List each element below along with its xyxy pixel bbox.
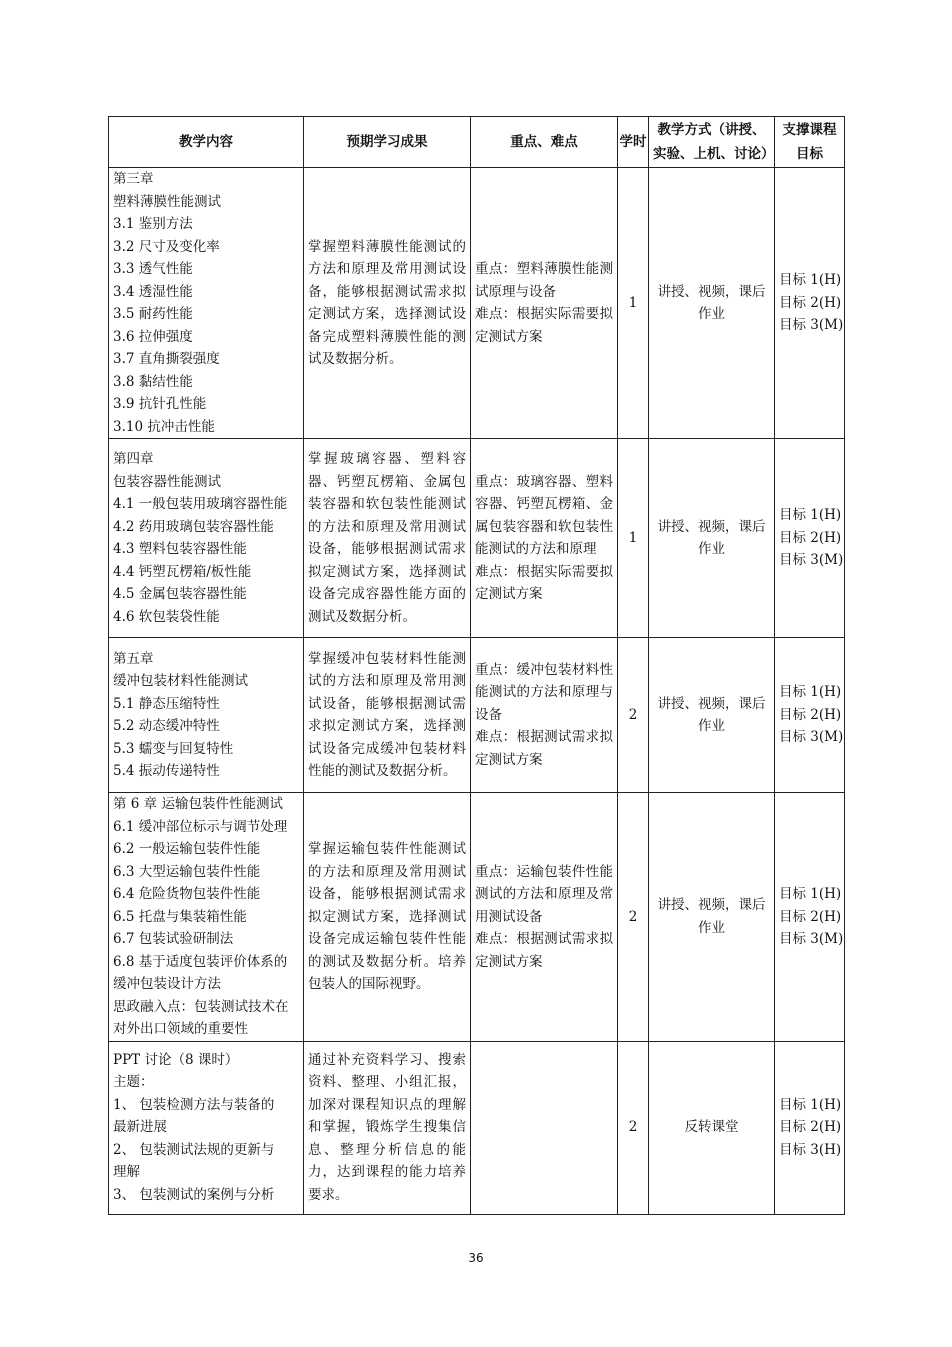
table-row	[109, 439, 845, 638]
content-line: 第四章	[113, 451, 154, 467]
header-outcome: 预期学习成果	[304, 117, 471, 168]
cell-hours: 2	[618, 638, 649, 793]
cell-outcome: 掌握缓冲包装材料性能测试的方法和原理及常用测试设备，能够根据测试需求拟定测试方案，选择测试设备完成缓冲包装材料性能的测试及数据分析。	[304, 638, 471, 793]
content-line: 4.4 钙塑瓦楞箱/板性能	[113, 563, 252, 580]
content-line: 6.3 大型运输包装件性能	[113, 863, 261, 880]
difficulties-text: 难点：根据实际需要拟定测试方案	[475, 563, 613, 602]
key-points-text: 重点：玻璃容器、塑料容器、钙塑瓦楞箱、金属包装容器和软包装性能测试的方法和原理	[475, 473, 613, 557]
cell-content	[109, 168, 304, 439]
content-line: 6.5 托盘与集装箱性能	[113, 908, 247, 925]
content-line: 2、 包装测试法规的更新与	[113, 1141, 275, 1158]
goal-line: 目标 3(M)	[779, 931, 844, 947]
header-content: 教学内容	[109, 117, 304, 168]
content-line: 5.4 振动传递特性	[113, 763, 220, 779]
cell-hours: 2	[618, 793, 649, 1042]
content-line: 思政融入点：包装测试技术在	[113, 998, 289, 1015]
key-points-text: 重点：运输包装件性能测试的方法和原理及常用测试设备	[475, 863, 613, 925]
content-line: 5.1 静态压缩特性	[113, 695, 220, 712]
cell-goals	[775, 1041, 845, 1214]
goal-line: 目标 2(H)	[779, 908, 842, 925]
goal-line: 目标 3(H)	[779, 1141, 842, 1158]
header-goals: 支撑课程目标	[775, 117, 845, 168]
cell-content	[109, 638, 304, 793]
table-header-row	[109, 117, 845, 168]
header-hours: 学时	[618, 117, 649, 168]
cell-goals	[775, 439, 845, 638]
content-line: 3、 包装测试的案例与分析	[113, 1186, 275, 1203]
content-line: 塑料薄膜性能测试	[113, 193, 221, 210]
goal-line: 目标 1(H)	[779, 684, 842, 701]
cell-key-difficult	[471, 1041, 618, 1214]
content-line: 4.2 药用玻璃包装容器性能	[113, 518, 274, 535]
cell-method: 讲授、视频，课后作业	[649, 638, 775, 793]
cell-content	[109, 1041, 304, 1214]
cell-key-difficult	[471, 793, 618, 1042]
content-line: 6.7 包装试验研制法	[113, 931, 234, 947]
cell-key-difficult	[471, 638, 618, 793]
content-line: 理解	[113, 1164, 140, 1181]
syllabus-table	[108, 116, 845, 1215]
cell-method: 讲授、视频，课后作业	[649, 793, 775, 1042]
content-line: 3.3 透气性能	[113, 261, 193, 277]
key-points-text: 重点：缓冲包装材料性能测试的方法和原理与设备	[475, 661, 613, 723]
content-line: 3.1 鉴别方法	[113, 216, 193, 232]
content-line: PPT 讨论（8 课时）	[113, 1051, 239, 1068]
content-line: 第五章	[113, 650, 154, 667]
cell-hours: 2	[618, 1041, 649, 1214]
goal-line: 目标 3(M)	[779, 729, 844, 746]
cell-goals	[775, 793, 845, 1042]
key-points-text: 重点：塑料薄膜性能测试原理与设备	[475, 261, 613, 300]
cell-method: 讲授、视频，课后作业	[649, 439, 775, 638]
content-line: 4.1 一般包装用玻璃容器性能	[113, 496, 288, 512]
difficulties-text: 难点：根据测试需求拟定测试方案	[475, 931, 613, 970]
content-line: 3.8 黏结性能	[113, 373, 193, 390]
goal-line: 目标 3(M)	[779, 552, 844, 569]
table-row	[109, 1041, 845, 1214]
cell-outcome: 通过补充资料学习、搜索资料、整理、小组汇报，加深对课程知识点的理解和掌握，锻炼学生搜集信息、整理分析信息的能力，达到课程的能力培养要求。	[304, 1041, 471, 1214]
content-line: 3.10 抗冲击性能	[113, 418, 215, 435]
content-line: 对外出口领域的重要性	[113, 1021, 248, 1037]
cell-method: 讲授、视频，课后作业	[649, 168, 775, 439]
cell-goals	[775, 638, 845, 793]
cell-outcome: 掌握塑料薄膜性能测试的方法和原理及常用测试设备，能够根据测试需求拟定测试方案，选择测试设备完成塑料薄膜性能的测试及数据分析。	[304, 168, 471, 439]
difficulties-text: 难点：根据测试需求拟定测试方案	[475, 729, 613, 768]
table-row	[109, 168, 845, 439]
goal-line: 目标 2(H)	[779, 1119, 842, 1136]
goal-line: 目标 2(H)	[779, 294, 842, 311]
table-row	[109, 638, 845, 793]
goal-line: 目标 1(H)	[779, 507, 842, 524]
content-line: 3.7 直角撕裂强度	[113, 351, 220, 367]
content-line: 5.3 蠕变与回复特性	[113, 740, 234, 757]
content-line: 3.5 耐药性能	[113, 306, 193, 322]
content-line: 4.6 软包装袋性能	[113, 608, 220, 625]
table-row	[109, 793, 845, 1042]
content-line: 6.4 危险货物包装件性能	[113, 886, 261, 902]
cell-hours: 1	[618, 439, 649, 638]
content-line: 3.2 尺寸及变化率	[113, 238, 220, 255]
content-line: 6.8 基于适度包装评价体系的	[113, 953, 288, 970]
goal-line: 目标 1(H)	[779, 1096, 842, 1113]
content-line: 主题：	[113, 1074, 154, 1091]
goal-line: 目标 2(H)	[779, 529, 842, 546]
cell-outcome: 掌握运输包装件性能测试的方法和原理及常用测试设备，能够根据测试需求拟定测试方案，选择测试设备完成运输包装件性能的测试及数据分析。培养包装人的国际视野。	[304, 793, 471, 1042]
goal-line: 目标 1(H)	[779, 272, 842, 289]
content-line: 6.1 缓冲部位标示与调节处理	[113, 818, 288, 835]
cell-goals	[775, 168, 845, 439]
difficulties-text: 难点：根据实际需要拟定测试方案	[475, 306, 613, 345]
content-line: 包装容器性能测试	[113, 473, 221, 490]
content-line: 第 6 章 运输包装件性能测试	[113, 796, 283, 812]
content-line: 4.3 塑料包装容器性能	[113, 541, 247, 557]
cell-content	[109, 439, 304, 638]
content-line: 4.5 金属包装容器性能	[113, 586, 247, 602]
cell-method: 反转课堂	[649, 1041, 775, 1214]
content-line: 3.4 透湿性能	[113, 283, 193, 300]
goal-line: 目标 3(M)	[779, 317, 844, 334]
content-line: 1、 包装检测方法与装备的	[113, 1096, 275, 1113]
header-key-points: 重点、难点	[471, 117, 618, 168]
goal-line: 目标 1(H)	[779, 886, 842, 902]
cell-outcome: 掌握玻璃容器、塑料容器、钙塑瓦楞箱、金属包装容器和软包装性能测试的方法和原理及常用测试设备，能够根据测试需求拟定测试方案，选择测试设备完成容器性能方面的测试及数据分析。	[304, 439, 471, 638]
content-line: 最新进展	[113, 1119, 167, 1136]
content-line: 6.2 一般运输包装件性能	[113, 841, 261, 857]
page-number: 36	[468, 1251, 484, 1265]
content-line: 5.2 动态缓冲特性	[113, 718, 220, 734]
content-line: 3.6 拉伸强度	[113, 328, 193, 345]
content-line: 3.9 抗针孔性能	[113, 396, 207, 412]
content-line: 第三章	[113, 171, 154, 187]
content-line: 缓冲包装材料性能测试	[113, 673, 248, 689]
goal-line: 目标 2(H)	[779, 706, 842, 723]
cell-content	[109, 793, 304, 1042]
cell-hours: 1	[618, 168, 649, 439]
cell-key-difficult	[471, 168, 618, 439]
cell-key-difficult	[471, 439, 618, 638]
header-method: 教学方式（讲授、实验、上机、讨论）	[649, 117, 775, 168]
content-line: 缓冲包装设计方法	[113, 976, 221, 992]
